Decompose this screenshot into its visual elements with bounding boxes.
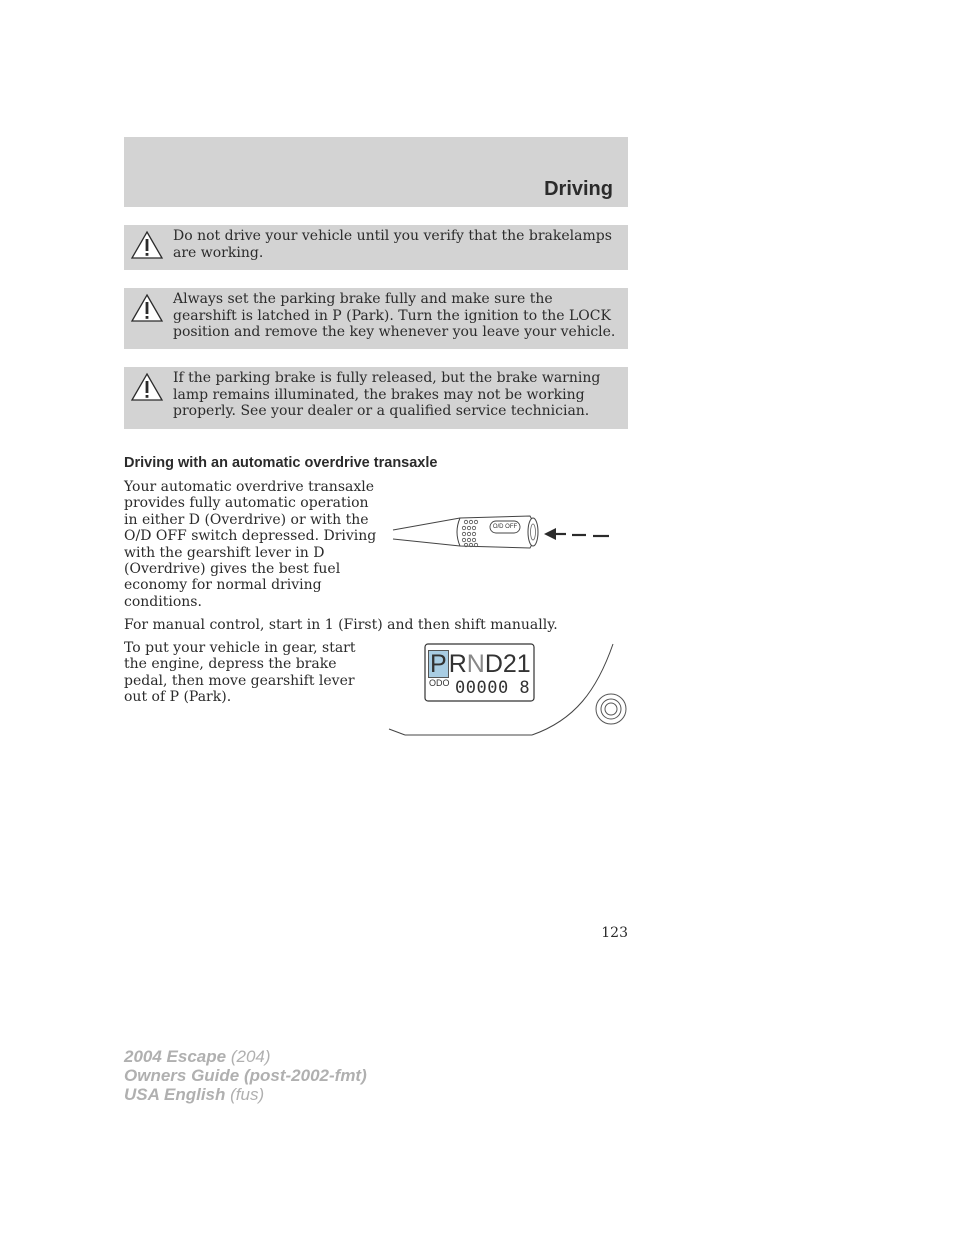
gear-indicator-d: D <box>484 650 503 678</box>
paragraph-overdrive: Your automatic overdrive transaxle provides fully automatic operation in either D (Overdrive) or with the O/D OFF switch depressed. Driving with the gearshift lever in D (Overdrive) gives the best fuel economy for normal driving conditions. <box>124 479 377 610</box>
prnd-display <box>428 649 531 679</box>
paragraph-put-in-gear: To put your vehicle in gear, start the engine, depress the brake pedal, then move gearshift lever out of P (Park). <box>124 640 356 706</box>
footer-line-guide: Owners Guide (post-2002-fmt) <box>124 1066 367 1085</box>
odometer-value: 00000 8 <box>455 678 531 698</box>
section-heading: Driving with an automatic overdrive transaxle <box>124 455 438 471</box>
warning-text: If the parking brake is fully released, but the brake warning lamp remains illuminated, the brakes may not be working properly. See your dealer or a qualified service technician. <box>173 370 601 419</box>
warning-box-brakelamps <box>124 225 628 270</box>
gear-indicator-1: 1 <box>516 650 531 678</box>
warning-box-brake-lamp <box>124 367 628 429</box>
section-title: Driving <box>544 178 613 200</box>
gear-indicator-2: 2 <box>502 650 517 678</box>
footer-line-model: 2004 Escape (204) <box>124 1047 271 1066</box>
odometer-label: ODO <box>429 678 450 688</box>
od-off-button-label: O/D OFF <box>492 524 518 530</box>
instrument-cluster-figure <box>385 640 630 740</box>
warning-text: Always set the parking brake fully and make sure the gearshift is latched in P (Park). Turn the ignition to the LOCK position and remove the key whenever you leave your vehicle. <box>173 291 616 340</box>
warning-triangle-icon <box>130 230 164 262</box>
warning-text: Do not drive your vehicle until you verify that the brakelamps are working. <box>173 228 612 261</box>
warning-triangle-icon <box>130 293 164 325</box>
gear-indicator-p: P <box>430 650 447 678</box>
gear-indicator-r: R <box>448 650 467 678</box>
document-footer <box>124 1047 367 1104</box>
warning-triangle-icon <box>130 372 164 404</box>
gearshift-lever-figure <box>390 508 620 558</box>
gear-indicator-n: N <box>466 650 485 678</box>
footer-line-language: USA English (fus) <box>124 1085 265 1104</box>
warning-box-parking-brake <box>124 288 628 349</box>
paragraph-manual-control: For manual control, start in 1 (First) and then shift manually. <box>124 617 558 633</box>
page-number: 123 <box>601 925 628 941</box>
section-header-band <box>124 137 628 207</box>
